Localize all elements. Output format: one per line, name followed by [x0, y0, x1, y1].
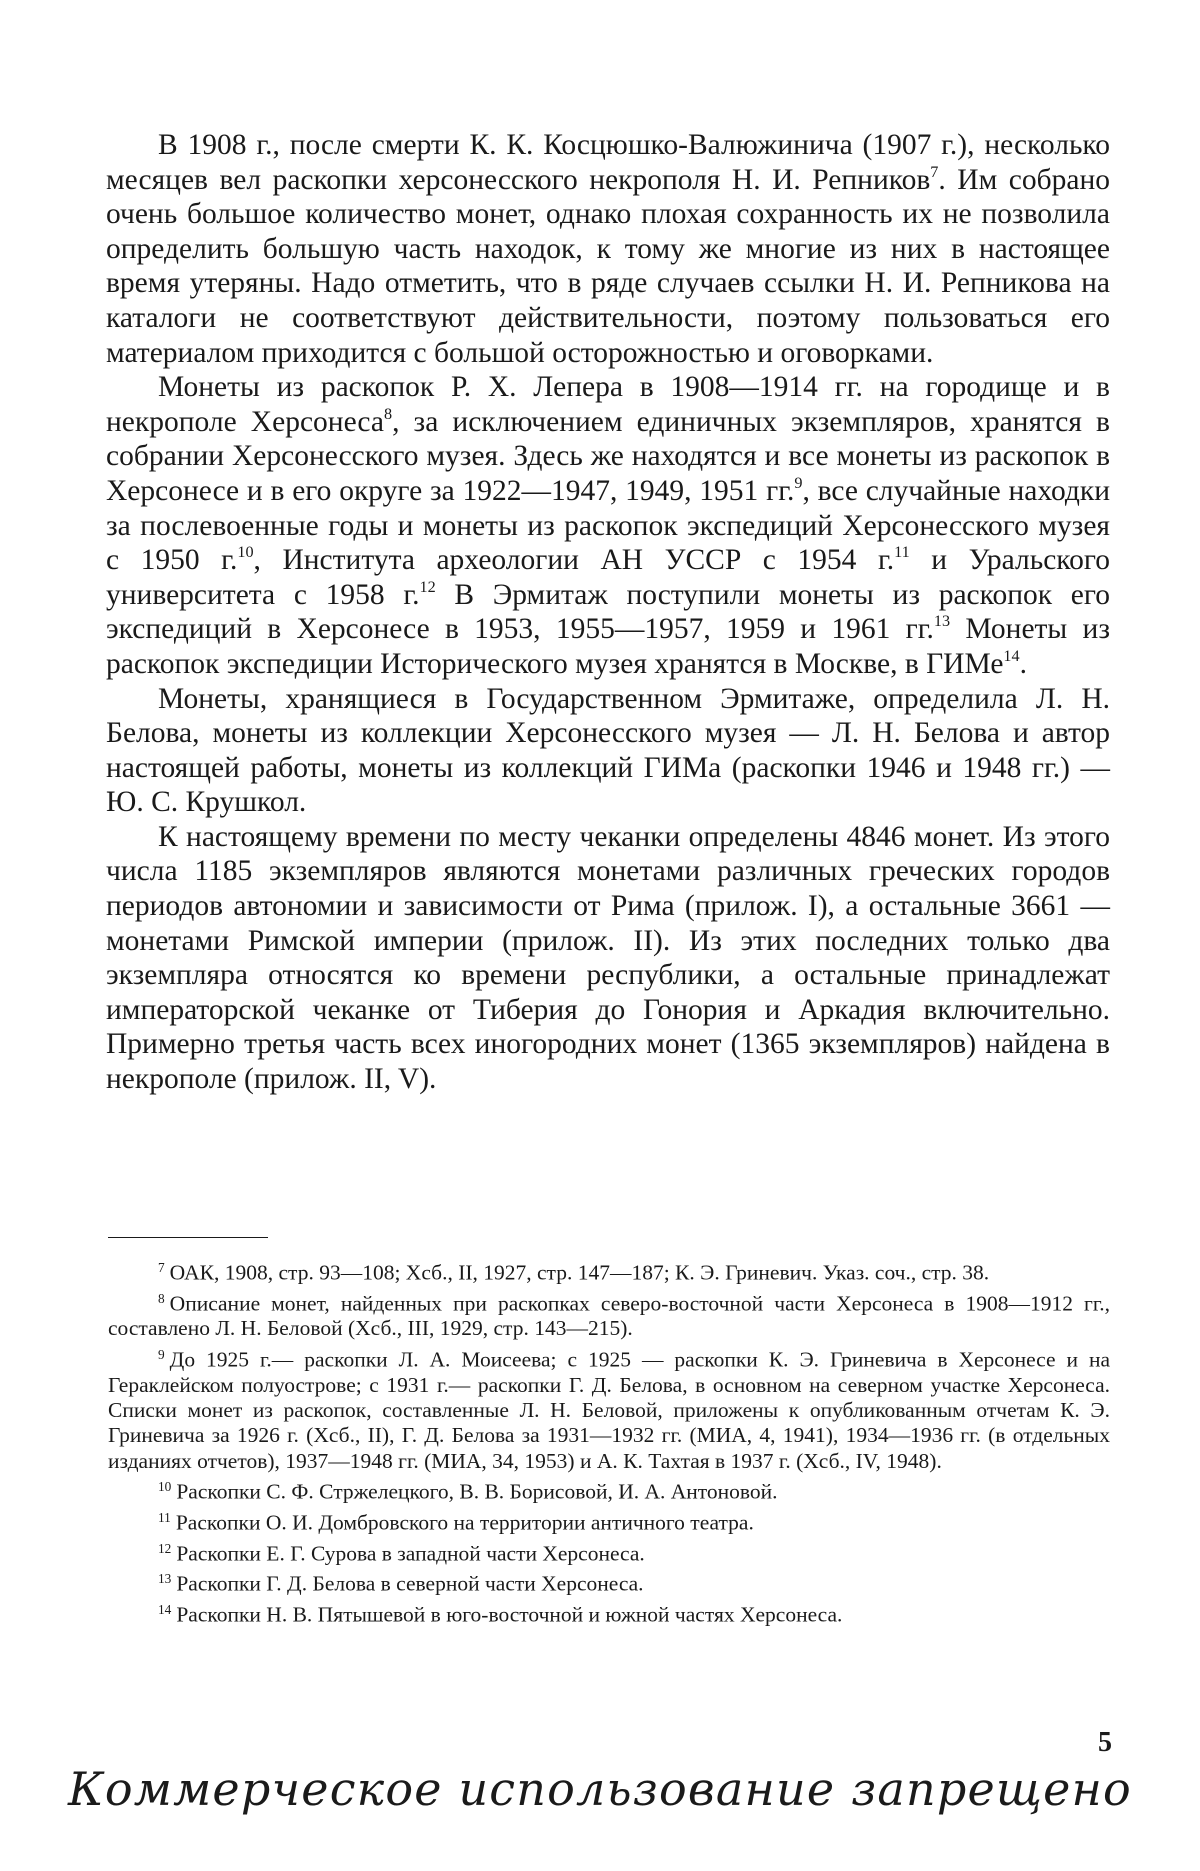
footnote-ref: 13 — [934, 612, 950, 630]
main-text — [106, 128, 1110, 1097]
text-run: В Эрмитаж поступили монеты из раскопок его экспедиций в Херсонесе в 1953, 1955—1957, 1959 и 1961 гг. — [106, 579, 1110, 646]
footnote — [108, 1255, 1110, 1286]
book-page — [0, 0, 1200, 1871]
footnote-number: 14 — [158, 1597, 171, 1622]
paragraph — [106, 820, 1110, 1097]
footnote-text: Раскопки Е. Г. Сурова в западной части Херсонеса. — [176, 1541, 644, 1565]
text-run: . Им собрано очень большое количество монет, однако плохая сохранность их не позволила определить большую часть находок, к тому же многие из них в настоящее время утеряны. Надо отметить, что в ряде случаев ссылки Н. И. Репникова на каталоги не соответствуют действительности, поэтому пользоваться его материалом приходится с большой осторожностью и оговорками. — [106, 164, 1110, 369]
footnote — [108, 1505, 1110, 1536]
footnote-divider — [108, 1237, 268, 1238]
footnote-text: Описание монет, найденных при раскопках северо-восточной части Херсонеса в 1908—1912 гг., составлено Л. Н. Беловой (Хсб., III, 1929, стр. 143—215). — [108, 1291, 1110, 1340]
text-run: Монеты, хранящиеся в Государственном Эрмитаже, определила Л. Н. Белова, монеты из коллекции Херсонесского музея — Л. Н. Белова и автор настоящей работы, монеты из коллекций ГИМа (раскопки 1946 и 1948 гг.) — Ю. С. Крушкол. — [106, 683, 1110, 819]
text-run: , Института археологии АН УССР с 1954 г. — [254, 544, 895, 576]
footnote-number: 12 — [158, 1536, 171, 1561]
footnote-number: 7 — [158, 1255, 165, 1280]
footnote-number: 8 — [158, 1286, 165, 1311]
footnote-ref: 11 — [894, 543, 910, 561]
footnote — [108, 1597, 1110, 1628]
footnote — [108, 1286, 1110, 1342]
footnote-ref: 12 — [419, 578, 435, 596]
text-run: Монеты из раскопок экспедиции Исторического музея хранятся в Москве, в ГИМе — [106, 613, 1110, 680]
paragraph — [106, 370, 1110, 681]
text-run: , все случайные находки за послевоенные годы и монеты из раскопок экспедиций Херсонесского музея с 1950 г. — [106, 475, 1110, 576]
footnotes — [108, 1255, 1110, 1628]
footnote-number: 11 — [158, 1505, 171, 1530]
footnote-number: 13 — [158, 1566, 171, 1591]
paragraph — [106, 682, 1110, 820]
text-run: В 1908 г., после смерти К. К. Косцюшко-Валюжинича (1907 г.), несколько месяцев вел раскопки херсонесского некрополя Н. И. Репников — [106, 129, 1110, 196]
text-run: , за исключением единичных экземпляров, хранятся в собрании Херсонесского музея. Здесь же находятся и все монеты из раскопок в Херсонесе и в его округе за 1922—1947, 1949, 1951 гг. — [106, 406, 1110, 507]
footnote-ref: 14 — [1003, 647, 1019, 665]
footnote-ref: 10 — [237, 543, 253, 561]
text-run: . — [1020, 648, 1027, 680]
watermark: Коммерческое использование запрещено — [0, 1762, 1200, 1816]
footnote-text: Раскопки Г. Д. Белова в северной части Херсонеса. — [176, 1572, 643, 1596]
paragraph — [106, 128, 1110, 370]
footnote — [108, 1536, 1110, 1567]
footnote-number: 10 — [158, 1474, 171, 1499]
footnote-text: Раскопки С. Ф. Стржелецкого, В. В. Борисовой, И. А. Антоновой. — [176, 1480, 777, 1504]
text-run: и Уральского университета с 1958 г. — [106, 544, 1110, 611]
footnote — [108, 1342, 1110, 1474]
footnote-ref: 9 — [794, 474, 802, 492]
footnote-number: 9 — [158, 1342, 165, 1367]
text-run: Монеты из раскопок Р. Х. Лепера в 1908—1914 гг. на городище и в некрополе Херсонеса — [106, 371, 1110, 438]
footnote — [108, 1566, 1110, 1597]
footnote-text: Раскопки О. И. Домбровского на территории античного театра. — [176, 1510, 754, 1534]
text-run: К настоящему времени по месту чеканки определены 4846 монет. Из этого числа 1185 экземпляров являются монетами различных греческих городов периодов автономии и зависимости от Рима (прилож. I), а остальные 3661 — монетами Римской империи (прилож. II). Из этих последних только два экземпляра относятся ко времени республики, а остальные принадлежат императорской чеканке от Тиберия до Гонория и Аркадия включительно. Примерно третья часть всех иногородних монет (1365 экземпляров) найдена в некрополе (прилож. II, V). — [106, 821, 1110, 1095]
footnote-text: ОАК, 1908, стр. 93—108; Хсб., II, 1927, стр. 147—187; К. Э. Гриневич. Указ. соч., стр. 38. — [170, 1260, 990, 1284]
page-number: 5 — [1098, 1727, 1112, 1759]
footnote-text: Раскопки Н. В. Пятышевой в юго-восточной и южной частях Херсонеса. — [176, 1603, 842, 1627]
footnote-ref: 7 — [930, 162, 938, 180]
footnote-ref: 8 — [384, 405, 392, 423]
footnote-text: До 1925 г.— раскопки Л. А. Моисеева; с 1925 — раскопки К. Э. Гриневича в Херсонесе и на Гераклейском полуострове; с 1931 г.— раскопки Г. Д. Белова, в основном на северном участке Херсонеса. Списки монет из раскопок, составленные Л. Н. Беловой, приложены к опубликованным отчетам К. Э. Гриневича за 1926 г. (Хсб., II), Г. Д. Белова за 1931—1932 гг. (МИА, 4, 1941), 1934—1936 гг. (в отдельных изданиях отчетов), 1937—1948 гг. (МИА, 34, 1953) и А. К. Тахтая в 1937 г. (Хсб., IV, 1948). — [108, 1347, 1110, 1473]
footnote — [108, 1474, 1110, 1505]
